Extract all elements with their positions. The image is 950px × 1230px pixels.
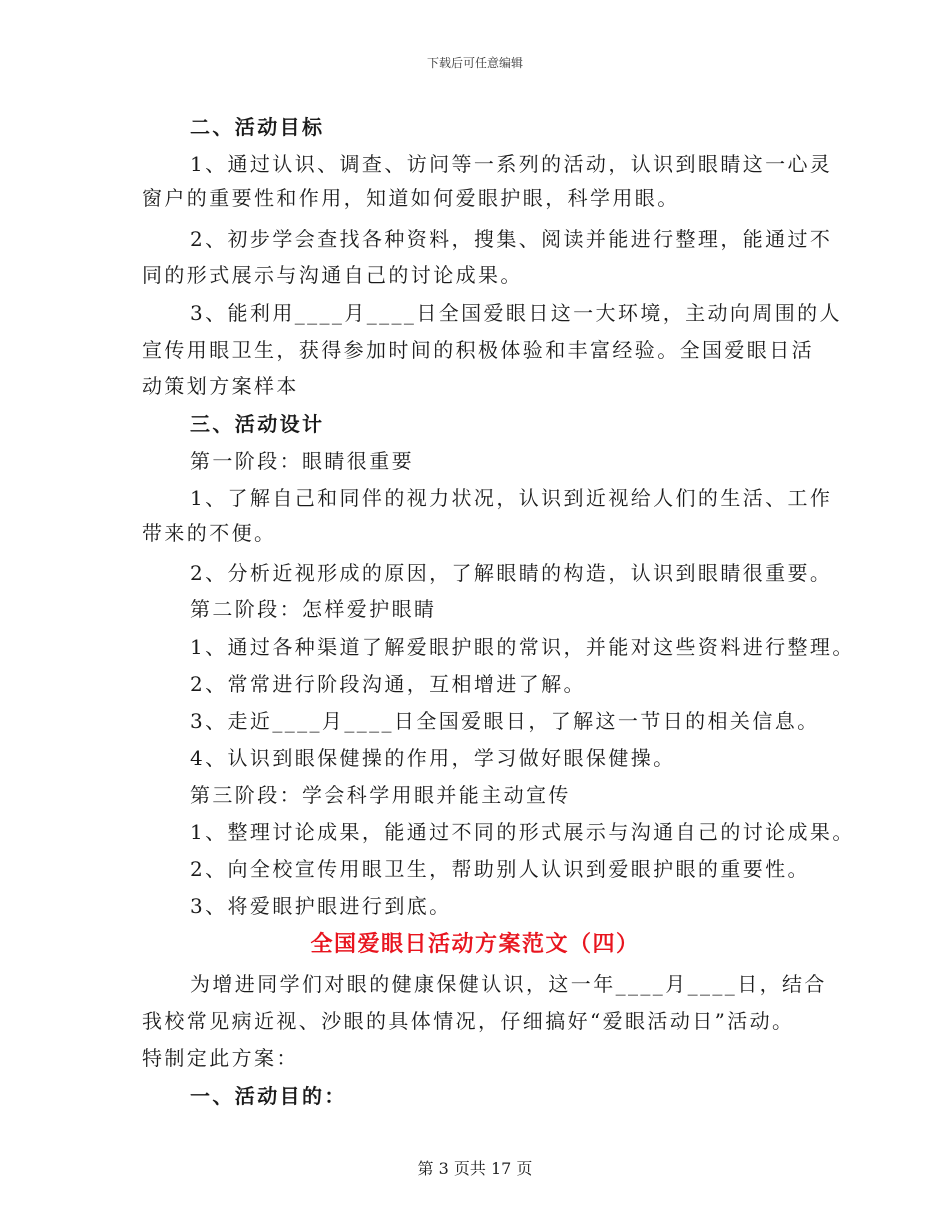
paragraph-line: 带来的不便。 (142, 521, 277, 545)
paragraph-line: 2、分析近视形成的原因，了解眼睛的构造，认识到眼睛很重要。 (190, 561, 833, 585)
paragraph-line: 1、通过认识、调查、访问等一系列的活动，认识到眼睛这一心灵 (190, 152, 833, 176)
paragraph-line: 宣传用眼卫生，获得参加时间的积极体验和丰富经验。全国爱眼日活 (142, 338, 814, 362)
paragraph-line: 3、走近____月____日全国爱眼日，了解这一节日的相关信息。 (190, 709, 820, 733)
paragraph-line: 2、向全校宣传用眼卫生，帮助别人认识到爱眼护眼的重要性。 (190, 857, 810, 881)
stage-heading: 第一阶段：眼睛很重要 (190, 449, 414, 473)
stage-heading: 第二阶段：怎样爱护眼睛 (190, 597, 437, 621)
paragraph-line: 1、通过各种渠道了解爱眼护眼的常识，并能对这些资料进行整理。 (190, 635, 855, 659)
paragraph-line: 3、将爱眼护眼进行到底。 (190, 894, 452, 918)
paragraph-line: 动策划方案样本 (142, 374, 299, 398)
paragraph-line: 3、能利用____月____日全国爱眼日这一大环境，主动向周围的人 (190, 301, 842, 325)
section-heading: 三、活动设计 (190, 412, 325, 436)
paragraph-line: 4、认识到眼保健操的作用，学习做好眼保健操。 (190, 746, 676, 770)
paragraph-line: 2、常常进行阶段沟通，互相增进了解。 (190, 672, 586, 696)
paragraph-line: 特制定此方案： (142, 1046, 299, 1070)
paragraph-line: 2、初步学会查找各种资料，搜集、阅读并能进行整理，能通过不 (190, 227, 833, 251)
paragraph-line: 1、了解自己和同伴的视力状况，认识到近视给人们的生活、工作 (190, 486, 833, 510)
paragraph-line: 为增进同学们对眼的健康保健认识，这一年____月____日，结合 (190, 972, 827, 996)
document-title: 全国爱眼日活动方案范文（四） (310, 931, 640, 957)
page-footer: 第 3 页共 17 页 (417, 1159, 533, 1178)
stage-heading: 第三阶段：学会科学用眼并能主动宣传 (190, 783, 571, 807)
paragraph-line: 我校常见病近视、沙眼的具体情况，仔细搞好“爱眼活动日”活动。 (142, 1009, 795, 1033)
paragraph-line: 同的形式展示与沟通自己的讨论成果。 (142, 263, 523, 287)
paragraph-line: 窗户的重要性和作用，知道如何爱眼护眼，科学用眼。 (142, 186, 680, 210)
section-heading: 二、活动目标 (190, 115, 325, 139)
paragraph-line: 1、整理讨论成果，能通过不同的形式展示与沟通自己的讨论成果。 (190, 820, 855, 844)
section-heading: 一、活动目的： (190, 1084, 347, 1108)
page-header: 下载后可任意编辑 (426, 56, 523, 70)
